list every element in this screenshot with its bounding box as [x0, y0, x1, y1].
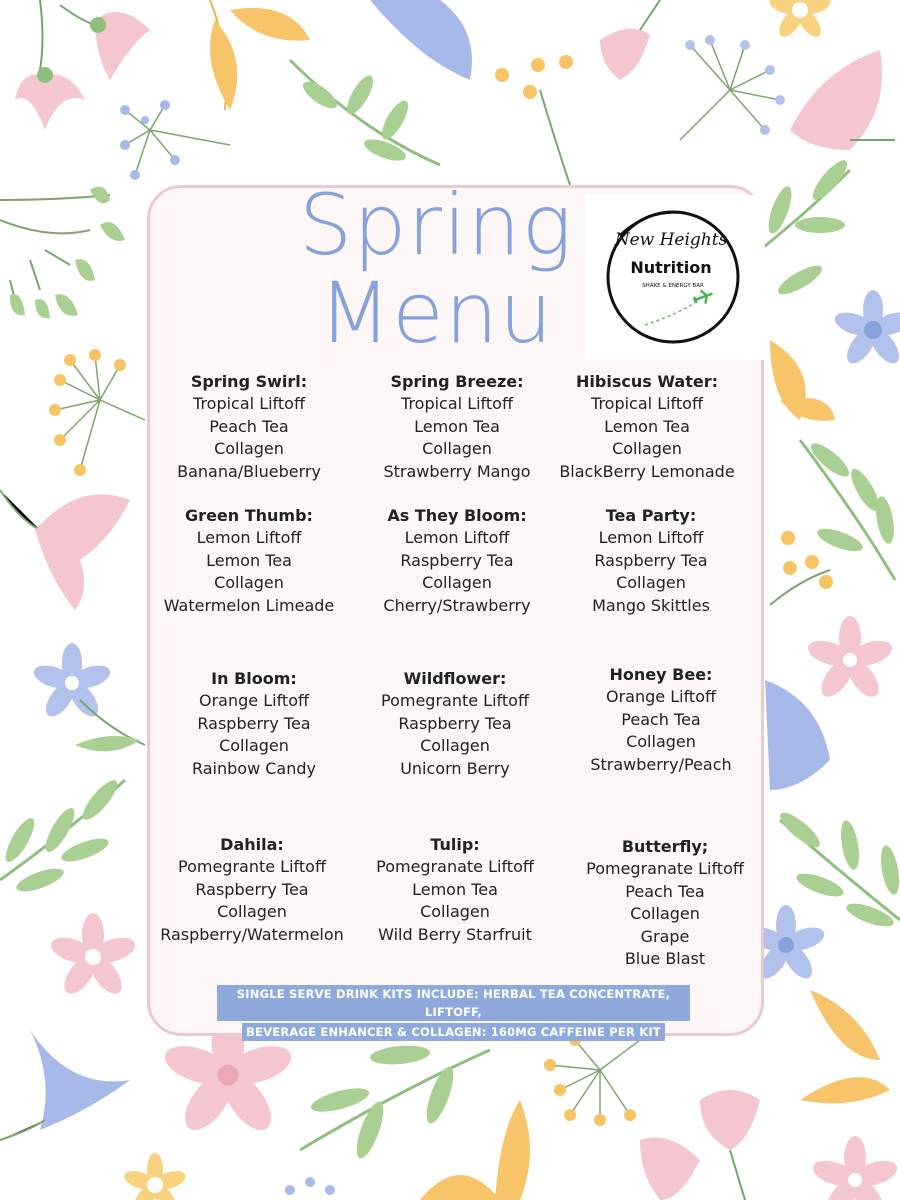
- yellow-buds-icon: [770, 531, 833, 605]
- drink-item: [546, 505, 756, 617]
- airplane-icon: [691, 287, 715, 307]
- logo-name: Nutrition: [630, 258, 712, 277]
- pink-tulip-icon: [60, 5, 150, 80]
- yellow-flower-icon: [122, 1153, 188, 1200]
- drink-ingredient: Lemon Liftoff: [598, 528, 704, 548]
- green-bell-sprig-icon: [0, 187, 125, 319]
- drink-item: [542, 371, 752, 483]
- drink-ingredient: Tropical Liftoff: [591, 394, 703, 414]
- drink-name: Tea Party:: [605, 506, 697, 525]
- drink-item: [556, 664, 766, 776]
- drink-ingredient: Collagen: [219, 736, 289, 756]
- drink-ingredient: Tropical Liftoff: [193, 394, 305, 414]
- drink-ingredient: Tropical Liftoff: [401, 394, 513, 414]
- drink-ingredient: Raspberry Tea: [195, 879, 309, 899]
- blue-flower-icon: [832, 290, 900, 368]
- drink-ingredient: Strawberry Mango: [383, 461, 531, 481]
- drink-ingredient: Orange Liftoff: [199, 691, 309, 711]
- drink-name: Green Thumb:: [185, 506, 313, 525]
- green-sprig-icon: [776, 808, 900, 931]
- drink-ingredient: Pomegranate Liftoff: [586, 859, 744, 879]
- drink-name: As They Bloom:: [387, 506, 527, 525]
- kit-info-line2: BEVERAGE ENHANCER & COLLAGEN: 160MG CAFFEINE PER KIT: [242, 1023, 665, 1041]
- yellow-dandelion-icon: [544, 1034, 640, 1126]
- pink-flower-icon: [810, 1136, 900, 1200]
- drink-name: Honey Bee:: [609, 665, 713, 684]
- green-sprig-icon: [0, 776, 125, 896]
- kit-info-footer: [217, 985, 690, 1041]
- yellow-buds-icon: [495, 55, 573, 185]
- drink-ingredient: Collagen: [420, 902, 490, 922]
- drink-ingredient: Orange Liftoff: [606, 687, 716, 707]
- blue-fan-flower-icon: [370, 0, 472, 80]
- pink-fan-flower-icon: [0, 490, 130, 610]
- drink-ingredient: Collagen: [630, 904, 700, 924]
- drink-name: Tulip:: [430, 835, 480, 854]
- drink-item: [144, 371, 354, 483]
- drink-item: [144, 505, 354, 617]
- blue-flower-icon: [31, 643, 113, 721]
- drink-item: [350, 668, 560, 780]
- drink-ingredient: Peach Tea: [621, 709, 701, 729]
- drink-ingredient: Pomegranate Liftoff: [376, 857, 534, 877]
- drink-ingredient: Raspberry/Watermelon: [160, 924, 344, 944]
- drink-item: [149, 668, 359, 780]
- drink-name: In Bloom:: [211, 669, 297, 688]
- drink-name: Wildflower:: [403, 669, 507, 688]
- green-sprig-icon: [760, 156, 852, 300]
- drink-ingredient: Banana/Blueberry: [177, 461, 321, 481]
- drink-ingredient: Collagen: [422, 439, 492, 459]
- drink-ingredient: Collagen: [616, 573, 686, 593]
- drink-ingredient: Lemon Tea: [414, 416, 500, 436]
- blue-fan-flower-icon: [0, 1030, 130, 1140]
- blue-dandelion-icon: [120, 100, 230, 180]
- green-sprig-icon: [290, 60, 440, 165]
- drink-ingredient: Collagen: [214, 573, 284, 593]
- drink-item: [350, 834, 560, 946]
- drink-ingredient: Mango Skittles: [592, 595, 710, 615]
- yellow-flower-icon: [767, 0, 833, 41]
- drink-ingredient: Raspberry Tea: [400, 550, 514, 570]
- drink-ingredient: Raspberry Tea: [398, 713, 512, 733]
- drink-ingredient: Collagen: [626, 732, 696, 752]
- blue-dandelion-icon: [285, 1177, 335, 1195]
- drink-ingredient: Strawberry/Peach: [590, 754, 732, 774]
- drink-item: [147, 834, 357, 946]
- drink-ingredient: Unicorn Berry: [400, 758, 510, 778]
- drink-ingredient: Lemon Tea: [412, 879, 498, 899]
- pink-fan-flower-icon: [790, 50, 895, 150]
- drink-ingredient: Watermelon Limeade: [163, 595, 335, 615]
- blue-fan-flower-icon: [765, 680, 830, 790]
- logo-script: New Heights: [614, 230, 728, 250]
- drink-ingredient: Collagen: [612, 439, 682, 459]
- drink-ingredient: Rainbow Candy: [191, 758, 316, 778]
- pink-tulip-icon: [640, 1090, 760, 1200]
- drink-item: [352, 505, 562, 617]
- menu-title-line1: Spring: [298, 176, 574, 274]
- green-sprig-icon: [300, 1043, 490, 1161]
- drink-ingredient: Collagen: [420, 736, 490, 756]
- drink-item: [352, 371, 562, 483]
- drink-ingredient: Lemon Liftoff: [404, 528, 510, 548]
- drink-name: Spring Swirl:: [190, 372, 308, 391]
- drink-name: Spring Breeze:: [390, 372, 524, 391]
- drink-ingredient: Peach Tea: [209, 416, 289, 436]
- drink-ingredient: Lemon Tea: [604, 416, 690, 436]
- blue-dandelion-icon: [680, 35, 785, 140]
- drink-ingredient: Lemon Tea: [206, 550, 292, 570]
- drink-ingredient: Raspberry Tea: [197, 713, 311, 733]
- drink-name: Hibiscus Water:: [576, 372, 718, 391]
- yellow-leaf-icon: [210, 0, 310, 110]
- yellow-dandelion-icon: [49, 349, 145, 476]
- brand-logo: [585, 195, 765, 360]
- menu-title-line2: Menu: [318, 264, 554, 362]
- pink-flower-icon: [48, 913, 138, 999]
- drink-ingredient: Wild Berry Starfruit: [378, 924, 532, 944]
- drink-ingredient: Lemon Liftoff: [196, 528, 302, 548]
- logo-tagline: SHAKE & ENERGY BAR: [642, 283, 704, 289]
- drink-ingredient: Collagen: [217, 902, 287, 922]
- drink-ingredient: Collagen: [214, 439, 284, 459]
- pink-tulip-icon: [600, 0, 660, 80]
- drink-ingredient: Pomegrante Liftoff: [178, 857, 326, 877]
- kit-info-line1: SINGLE SERVE DRINK KITS INCLUDE: HERBAL TEA CONCENTRATE, LIFTOFF,: [217, 985, 690, 1021]
- drink-ingredient: BlackBerry Lemonade: [559, 461, 735, 481]
- drink-item: [560, 836, 770, 970]
- drink-ingredient: Pomegrante Liftoff: [381, 691, 529, 711]
- drink-ingredient: Cherry/Strawberry: [383, 595, 531, 615]
- logo-circle-icon: [585, 195, 765, 360]
- pink-tulip-icon: [15, 0, 85, 130]
- drink-ingredient: Blue Blast: [624, 949, 706, 969]
- yellow-leaf-icon: [800, 990, 890, 1103]
- drink-ingredient: Collagen: [422, 573, 492, 593]
- drink-ingredient: Peach Tea: [625, 881, 705, 901]
- yellow-leaf-icon: [770, 340, 835, 421]
- pink-flower-icon: [805, 616, 895, 702]
- drink-name: Butterfly;: [621, 837, 709, 856]
- drink-ingredient: Grape: [640, 926, 690, 946]
- drink-ingredient: Raspberry Tea: [594, 550, 708, 570]
- drink-name: Dahila:: [220, 835, 284, 854]
